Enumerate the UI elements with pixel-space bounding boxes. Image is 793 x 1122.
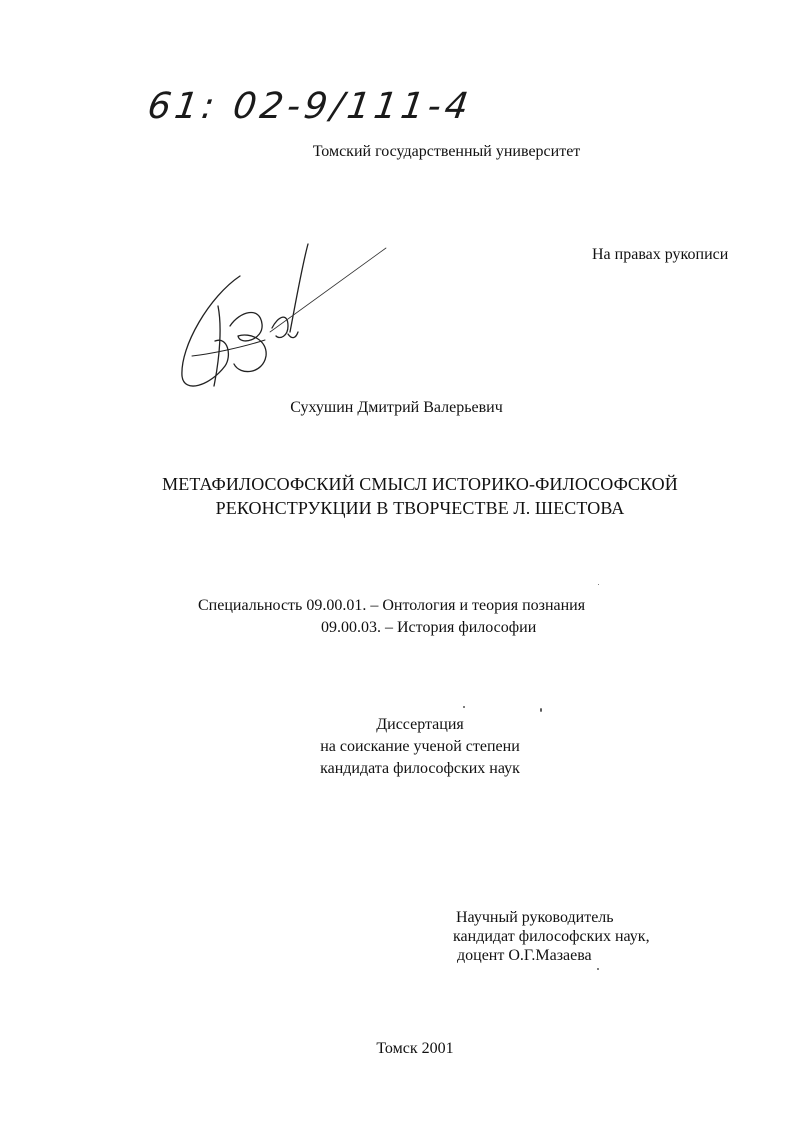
supervisor-name: доцент О.Г.Мазаева: [457, 947, 592, 964]
dissertation-title-line-1: МЕТАФИЛОСОФСКИЙ СМЫСЛ ИСТОРИКО-ФИЛОСОФСКОЙ: [162, 474, 678, 494]
specialty-line-1: Специальность 09.00.01. – Онтология и теория познания: [198, 597, 586, 614]
scan-speck: [597, 968, 599, 970]
degree-line-1: на соискание ученой степени: [320, 738, 520, 755]
scan-speck: [598, 584, 599, 585]
supervisor-label: Научный руководитель: [456, 909, 614, 926]
scan-speck: [463, 706, 465, 708]
specialty-line-2: 09.00.03. – История философии: [321, 619, 537, 636]
author-name: Сухушин Дмитрий Валерьевич: [290, 399, 503, 416]
university-name: Томский государственный университет: [312, 143, 581, 160]
supervisor-degree: кандидат философских наук,: [453, 928, 650, 945]
scan-speck: [540, 708, 542, 712]
archive-mark: 61: 02-9/111-4: [145, 86, 475, 127]
signature: [170, 236, 400, 396]
dissertation-title-line-2: РЕКОНСТРУКЦИИ В ТВОРЧЕСТВЕ Л. ШЕСТОВА: [215, 498, 625, 518]
place-year: Томск 2001: [376, 1040, 454, 1057]
degree-line-2: кандидата философских наук: [320, 760, 520, 777]
manuscript-rights-note: На правах рукописи: [592, 246, 729, 263]
dissertation-label: Диссертация: [376, 716, 464, 733]
